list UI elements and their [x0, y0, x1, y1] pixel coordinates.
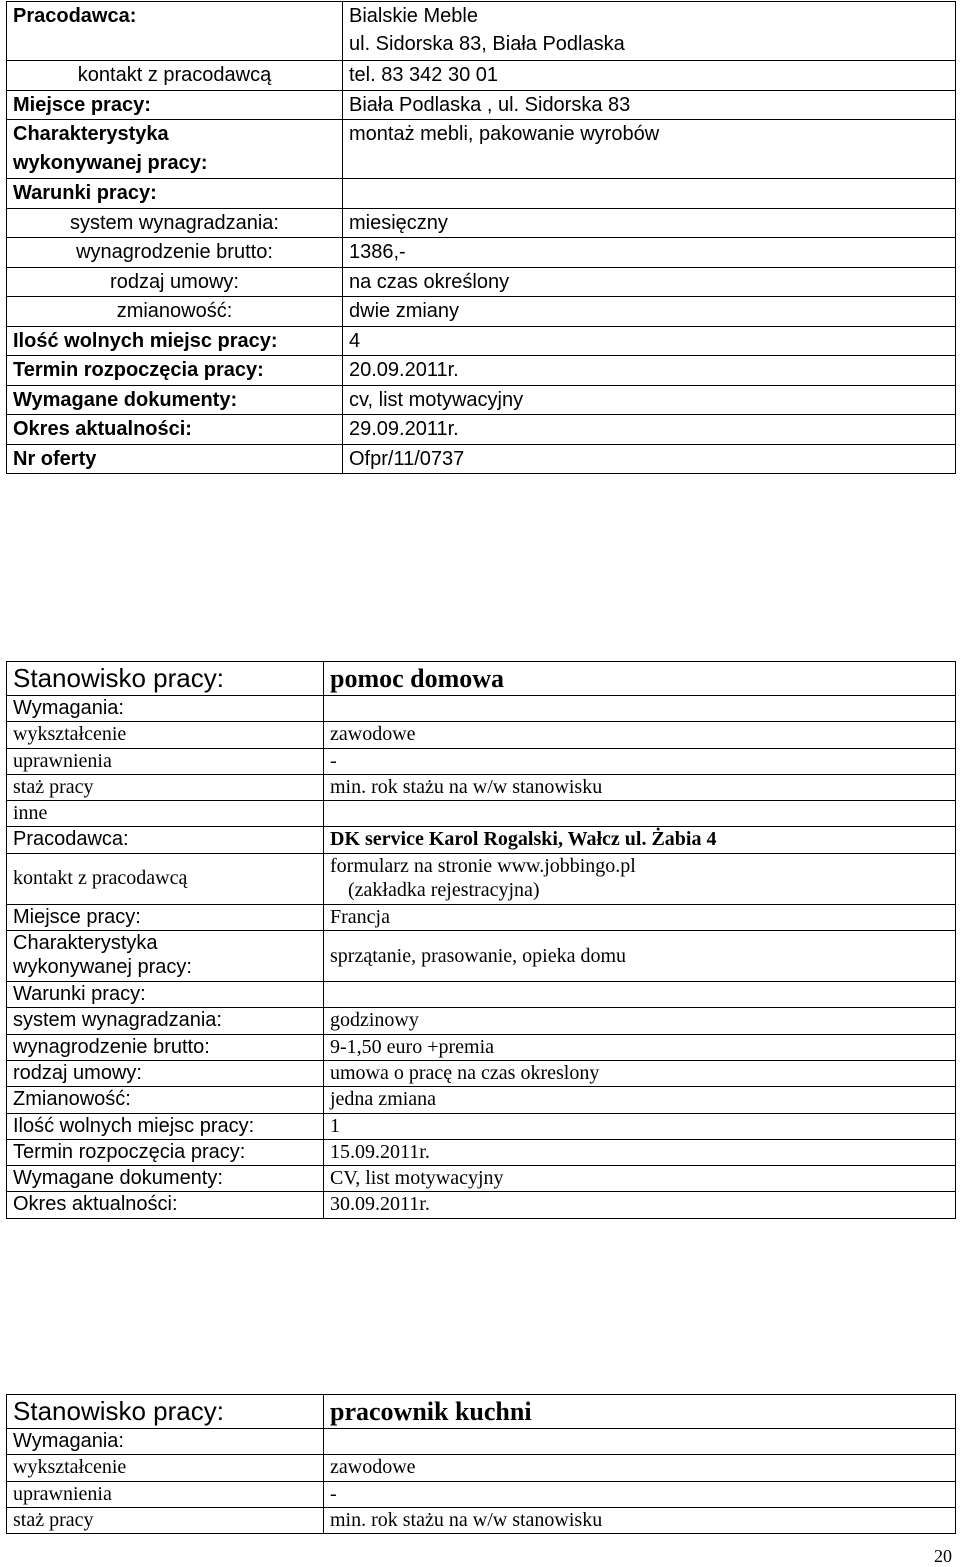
- contract-type-label: rodzaj umowy:: [7, 1060, 324, 1086]
- job-offer-3-table: [6, 1394, 956, 1534]
- contact-line-1: formularz na stronie www.jobbingo.pl: [330, 854, 636, 877]
- requirements-value: [324, 696, 956, 722]
- required-documents-label: Wymagane dokumenty:: [7, 1166, 324, 1192]
- offer-number-label: Nr oferty: [7, 444, 343, 474]
- experience-label: staż pracy: [7, 1507, 324, 1533]
- workplace-label: Miejsce pracy:: [7, 90, 343, 120]
- permissions-value: -: [324, 1481, 956, 1507]
- work-characteristics-label-line1: Charakterystyka: [13, 932, 158, 955]
- conditions-label: Warunki pracy:: [7, 179, 343, 209]
- permissions-value: -: [324, 748, 956, 774]
- experience-label: staż pracy: [7, 774, 324, 800]
- conditions-value: [343, 179, 956, 209]
- employer-label: Pracodawca:: [7, 2, 343, 61]
- requirements-label: Wymagania:: [7, 696, 324, 722]
- experience-value: min. rok stażu na w/w stanowisku: [324, 1507, 956, 1533]
- required-documents-label: Wymagane dokumenty:: [7, 385, 343, 415]
- work-characteristics-label: [7, 120, 343, 179]
- contact-label: kontakt z pracodawcą: [7, 61, 343, 91]
- workplace-value: Francja: [324, 904, 956, 930]
- start-date-value: 20.09.2011r.: [343, 356, 956, 386]
- work-characteristics-label-line1: Charakterystyka: [13, 123, 169, 145]
- vacancies-label: Ilość wolnych miejsc pracy:: [7, 326, 343, 356]
- start-date-label: Termin rozpoczęcia pracy:: [7, 356, 343, 386]
- other-label: inne: [7, 801, 324, 827]
- shifts-value: dwie zmiany: [343, 297, 956, 327]
- position-label: Stanowisko pracy:: [7, 662, 324, 696]
- other-value: [324, 801, 956, 827]
- vacancies-value: 4: [343, 326, 956, 356]
- conditions-value: [324, 982, 956, 1008]
- education-label: wykształcenie: [7, 1455, 324, 1481]
- work-characteristics-label: [7, 931, 324, 982]
- required-documents-value: CV, list motywacyjny: [324, 1166, 956, 1192]
- education-value: zawodowe: [324, 722, 956, 748]
- position-label: Stanowisko pracy:: [7, 1395, 324, 1429]
- work-characteristics-value: sprzątanie, prasowanie, opieka domu: [324, 931, 956, 982]
- required-documents-value: cv, list motywacyjny: [343, 385, 956, 415]
- validity-label: Okres aktualności:: [7, 1192, 324, 1218]
- contract-type-value: umowa o pracę na czas okreslony: [324, 1060, 956, 1086]
- permissions-label: uprawnienia: [7, 1481, 324, 1507]
- requirements-value: [324, 1429, 956, 1455]
- position-value: pomoc domowa: [324, 662, 956, 696]
- education-label: wykształcenie: [7, 722, 324, 748]
- contract-type-label: rodzaj umowy:: [7, 267, 343, 297]
- shifts-value: jedna zmiana: [324, 1087, 956, 1113]
- offer-number-value: Ofpr/11/0737: [343, 444, 956, 474]
- start-date-label: Termin rozpoczęcia pracy:: [7, 1139, 324, 1165]
- contact-line-2: (zakładka rejestracyjna): [348, 878, 540, 901]
- shifts-label: Zmianowość:: [7, 1087, 324, 1113]
- work-characteristics-label-line2: wykonywanej pracy:: [13, 956, 192, 979]
- shifts-label: zmianowość:: [7, 297, 343, 327]
- pay-system-value: godzinowy: [324, 1008, 956, 1034]
- employer-value: [343, 2, 956, 61]
- job-offer-1-table: [6, 1, 956, 474]
- contract-type-value: na czas określony: [343, 267, 956, 297]
- job-offer-2-table: [6, 661, 956, 1219]
- gross-pay-value: 1386,-: [343, 238, 956, 268]
- validity-value: 29.09.2011r.: [343, 415, 956, 445]
- requirements-label: Wymagania:: [7, 1429, 324, 1455]
- position-value: pracownik kuchni: [324, 1395, 956, 1429]
- contact-label: kontakt z pracodawcą: [7, 853, 324, 904]
- validity-value: 30.09.2011r.: [324, 1192, 956, 1218]
- vacancies-value: 1: [324, 1113, 956, 1139]
- employer-label: Pracodawca:: [7, 827, 324, 853]
- start-date-value: 15.09.2011r.: [324, 1139, 956, 1165]
- gross-pay-label: wynagrodzenie brutto:: [7, 1034, 324, 1060]
- permissions-label: uprawnienia: [7, 748, 324, 774]
- work-characteristics-label-line2: wykonywanej pracy:: [13, 152, 208, 174]
- workplace-value: Biała Podlaska , ul. Sidorska 83: [343, 90, 956, 120]
- employer-address: ul. Sidorska 83, Biała Podlaska: [349, 33, 625, 55]
- employer-name: Bialskie Meble: [349, 5, 478, 27]
- validity-label: Okres aktualności:: [7, 415, 343, 445]
- conditions-label: Warunki pracy:: [7, 982, 324, 1008]
- workplace-label: Miejsce pracy:: [7, 904, 324, 930]
- vacancies-label: Ilość wolnych miejsc pracy:: [7, 1113, 324, 1139]
- contact-value: tel. 83 342 30 01: [343, 61, 956, 91]
- pay-system-value: miesięczny: [343, 208, 956, 238]
- gross-pay-value: 9-1,50 euro +premia: [324, 1034, 956, 1060]
- gross-pay-label: wynagrodzenie brutto:: [7, 238, 343, 268]
- pay-system-label: system wynagradzania:: [7, 208, 343, 238]
- work-characteristics-value: montaż mebli, pakowanie wyrobów: [343, 120, 956, 179]
- contact-value: [324, 853, 956, 904]
- education-value: zawodowe: [324, 1455, 956, 1481]
- experience-value: min. rok stażu na w/w stanowisku: [324, 774, 956, 800]
- pay-system-label: system wynagradzania:: [7, 1008, 324, 1034]
- employer-value: DK service Karol Rogalski, Wałcz ul. Żabia 4: [324, 827, 956, 853]
- page-number: 20: [934, 1546, 952, 1566]
